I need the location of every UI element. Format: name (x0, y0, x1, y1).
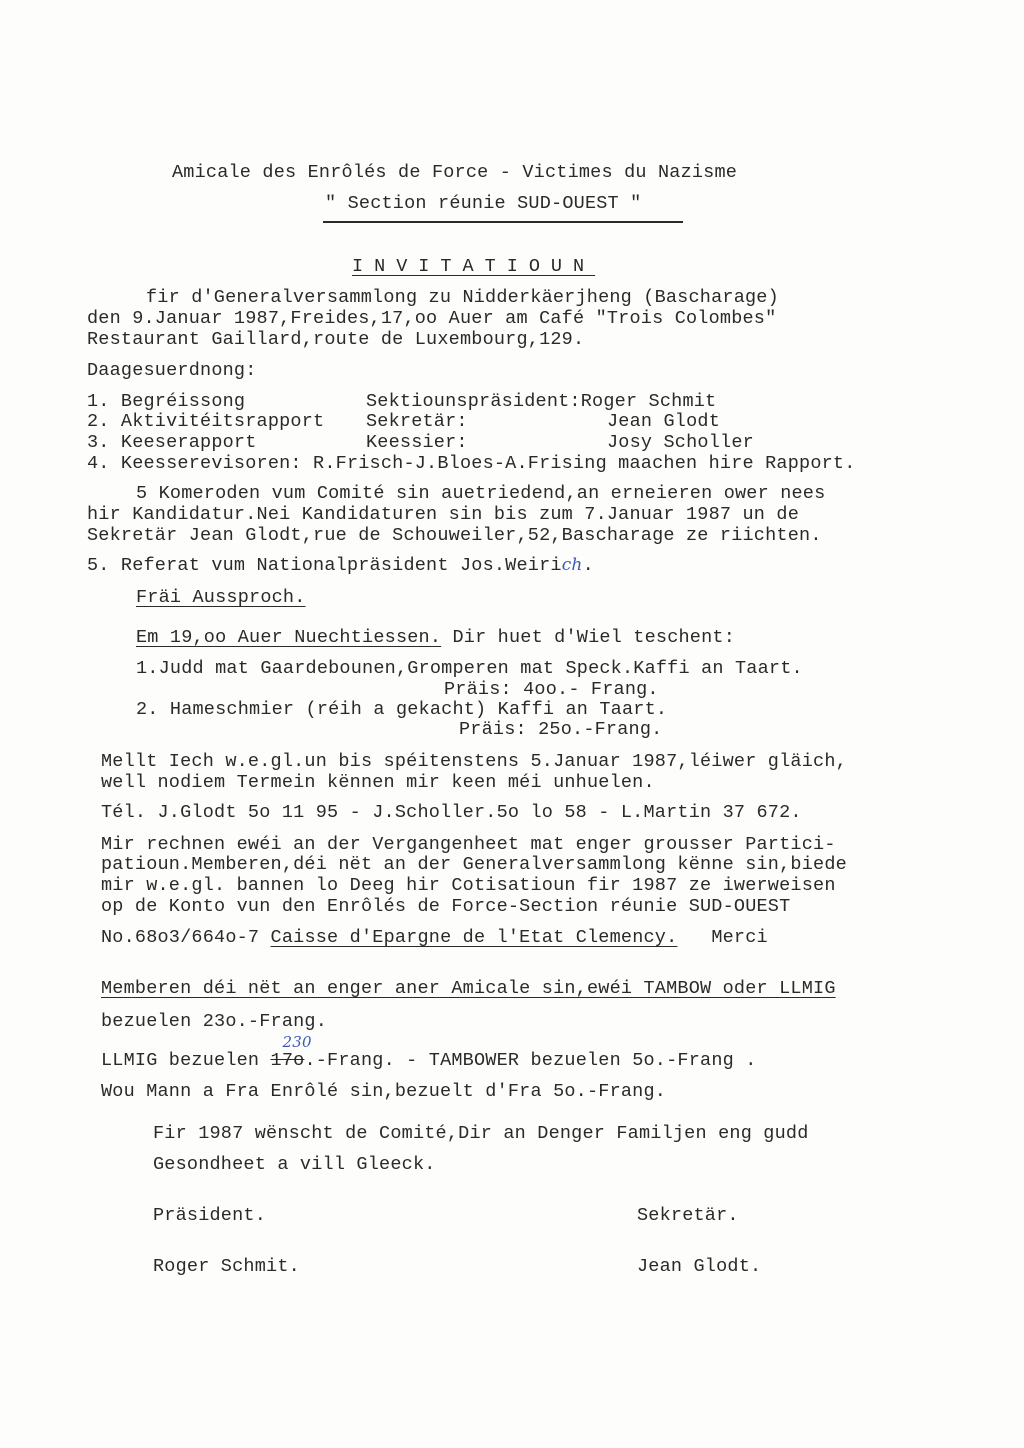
committee-line: Sekretär Jean Glodt,rue de Schouweiler,52,Bascharage ze riichten. (87, 525, 822, 546)
llmig-handwritten-amount: 230 (282, 1033, 312, 1051)
menu-option-2: 2. Hameschmier (réih a gekacht) Kaffi an Taart. (136, 699, 668, 720)
phone-numbers: Tél. J.Glodt 5o 11 95 - J.Scholler.5o lo 58 - L.Martin 37 672. (101, 802, 802, 823)
fees-heading: Memberen déi nët an enger aner Amicale sin,ewéi TAMBOW oder LLMIG (101, 978, 836, 999)
header-divider (323, 221, 683, 223)
agenda-item-5: 5. Referat vum Nationalpräsident Jos.Weirich. (87, 555, 594, 576)
president-name: Roger Schmit. (153, 1256, 300, 1277)
agenda-role: Keessier: (366, 432, 468, 453)
agenda-item: 1. Begréissong (87, 391, 246, 412)
agenda-item: 2. Aktivitéitsrapport (87, 411, 325, 432)
llmig-suffix: .-Frang. - TAMBOWER bezuelen 5o.-Frang . (304, 1050, 757, 1071)
president-title: Präsident. (153, 1205, 267, 1226)
greeting-line: Gesondheet a vill Gleeck. (153, 1154, 436, 1175)
greeting-line: Fir 1987 wënscht de Comité,Dir an Denger Familjen eng gudd (153, 1123, 809, 1144)
menu-price-2: Präis: 25o.-Frang. (459, 719, 663, 740)
intro-line: fir d'Generalversammlong zu Nidderkäerjheng (Bascharage) (146, 287, 779, 308)
agenda-item-5-text: 5. Referat vum Nationalpräsident Jos.Weiri (87, 555, 562, 576)
agenda-heading: Daagesuerdnong: (87, 360, 257, 381)
bank-name: Caisse d'Epargne de l'Etat Clemency. (270, 927, 678, 948)
agenda-item: 3. Keeserapport (87, 432, 257, 453)
dinner-heading: Em 19,oo Auer Nuechtiessen. (136, 627, 442, 648)
secretary-title: Sekretär. (637, 1205, 739, 1226)
llmig-prefix: LLMIG bezuelen (101, 1050, 260, 1071)
registration-line: Mellt Iech w.e.gl.un bis spéitenstens 5.Januar 1987,léiwer gläich, (101, 751, 847, 772)
fees-amount: bezuelen 23o.-Frang. (101, 1011, 328, 1032)
committee-line: hir Kandidatur.Nei Kandidaturen sin bis zum 7.Januar 1987 un de (87, 504, 800, 525)
intro-line: den 9.Januar 1987,Freides,17,oo Auer am Café "Trois Colombes" (87, 308, 777, 329)
menu-price-1: Präis: 4oo.- Frang. (444, 679, 659, 700)
registration-line: well nodiem Termein kënnen mir keen méi unhuelen. (101, 772, 655, 793)
free-discussion: Fräi Aussproch. (136, 587, 306, 608)
intro-line: Restaurant Gaillard,route de Luxembourg,129. (87, 329, 585, 350)
agenda-role: Sekretär: (366, 411, 468, 432)
llmig-fee-line (101, 1033, 757, 1071)
document-title: INVITATIOUN (352, 256, 596, 277)
agenda-person: Josy Scholler (607, 432, 754, 453)
dinner-line (136, 628, 735, 648)
organization-name: Amicale des Enrôlés de Force - Victimes du Nazisme (172, 162, 738, 183)
account-line (101, 928, 768, 948)
account-number: No.68o3/664o-7 (101, 927, 260, 948)
participation-line: patioun.Memberen,déi nët an der Generalversammlong kënne sin,biede (101, 854, 847, 875)
agenda-person: Jean Glodt (607, 411, 721, 432)
thanks: Merci (711, 927, 768, 948)
agenda-item: 4. Keesserevisoren: R.Frisch-J.Bloes-A.Frising maachen hire Rapport. (87, 453, 856, 474)
participation-line: op de Konto vun den Enrôlés de Force-Section réunie SUD-OUEST (101, 896, 791, 917)
committee-line: 5 Komeroden vum Comité sin auetriedend,an erneieren ower nees (136, 483, 826, 504)
dinner-choice: Dir huet d'Wiel teschent: (452, 627, 736, 648)
secretary-name: Jean Glodt. (637, 1256, 762, 1277)
agenda-role: Sektiounspräsident:Roger Schmit (366, 391, 717, 412)
couple-fee: Wou Mann a Fra Enrôlé sin,bezuelt d'Fra 5o.-Frang. (101, 1081, 667, 1102)
participation-line: mir w.e.gl. bannen lo Deeg hir Cotisatioun fir 1987 ze iwerweisen (101, 875, 836, 896)
llmig-old-amount: 17o (270, 1050, 305, 1071)
section-name: " Section réunie SUD-OUEST " (325, 193, 642, 214)
handwritten-correction: ch (561, 555, 583, 575)
menu-option-1: 1.Judd mat Gaardebounen,Gromperen mat Speck.Kaffi an Taart. (136, 658, 803, 679)
participation-line: Mir rechnen ewéi an der Vergangenheet mat enger grousser Partici- (101, 834, 836, 855)
